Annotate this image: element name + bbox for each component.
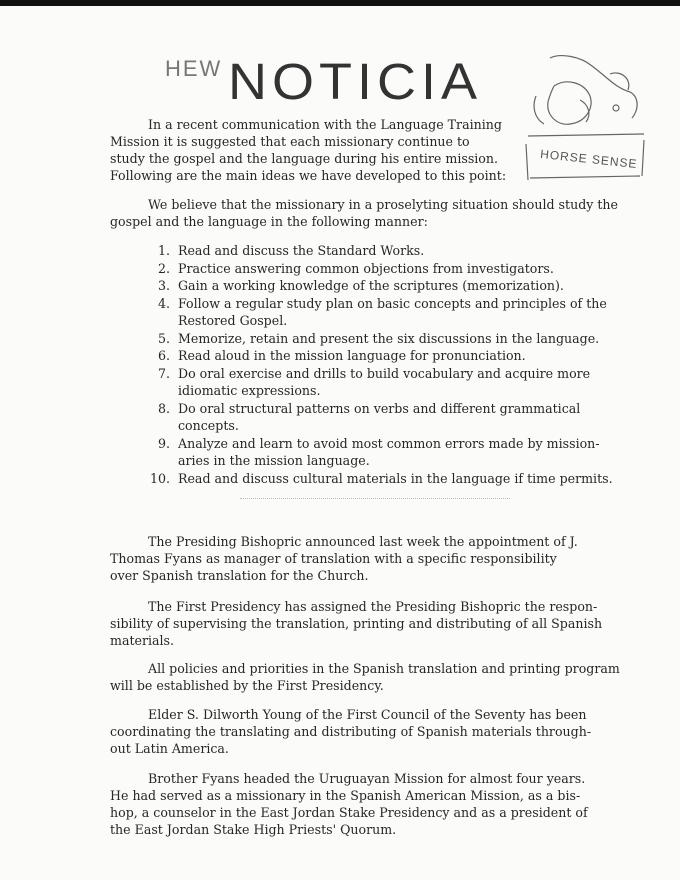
announcement-line: will be established by the First Presidency. — [110, 678, 384, 693]
list-number: 7. — [157, 365, 170, 381]
list-item — [128, 277, 613, 295]
announcement-line: Elder S. Dilworth Young of the First Council of the Seventy has been — [148, 707, 587, 722]
intro-line: study the gospel and the language during his entire mission. — [110, 151, 499, 166]
handwritten-scribble: HEW — [165, 56, 223, 81]
announcement-line: The First Presidency has assigned the Presiding Bishopric the respon- — [148, 599, 598, 614]
announcement-line: materials. — [110, 633, 175, 648]
list-item-continuation — [128, 312, 613, 330]
list-text: Gain a working knowledge of the scriptures (memorization). — [178, 278, 564, 293]
list-text: Read aloud in the mission language for pronunciation. — [178, 348, 526, 363]
list-number: 4. — [157, 295, 170, 311]
announcement-line: the East Jordan Stake High Priests' Quorum. — [110, 822, 397, 837]
list-number: 1. — [157, 243, 170, 258]
list-item — [128, 365, 613, 383]
announcement-line: sibility of supervising the translation, printing and distributing of all Spanish — [110, 616, 603, 631]
list-text: Restored Gospel. — [178, 313, 288, 328]
list-text: Practice answering common objections from investigators. — [178, 260, 554, 276]
list-text: Read and discuss the Standard Works. — [178, 243, 425, 258]
announcement-line: The Presiding Bishopric announced last week the appointment of J. — [148, 534, 578, 549]
list-item-continuation — [128, 382, 613, 400]
list-number: 6. — [157, 348, 170, 363]
list-text: idiomatic expressions. — [178, 383, 321, 398]
list-number: 2. — [157, 260, 170, 276]
stamp-label: HORSE SENSE — [539, 146, 639, 172]
list-item — [128, 330, 613, 348]
announcement-line: Brother Fyans headed the Uruguayan Mission for almost four years. — [148, 771, 586, 786]
intro-line: Following are the main ideas we have developed to this point: — [110, 168, 507, 183]
list-text: Do oral structural patterns on verbs and different grammatical — [178, 400, 581, 416]
list-number: 10. — [149, 470, 170, 486]
page-title: NOTICIA — [228, 53, 483, 111]
list-text: Memorize, retain and present the six discussions in the language. — [178, 330, 600, 346]
list-item — [128, 242, 613, 260]
list-text: concepts. — [178, 418, 239, 433]
list-number: 3. — [157, 278, 170, 293]
announcement-line: out Latin America. — [110, 741, 229, 756]
list-number: 8. — [157, 400, 170, 416]
announcement-line: over Spanish translation for the Church. — [110, 568, 369, 583]
belief-line: gospel and the language in the following manner: — [110, 214, 428, 229]
list-item-continuation — [128, 452, 613, 470]
list-text: Read and discuss cultural materials in the language if time permits. — [178, 470, 613, 486]
section-divider — [240, 498, 510, 499]
belief-line: We believe that the missionary in a proselyting situation should study the — [148, 197, 618, 212]
announcement-line: coordinating the translating and distributing of Spanish materials through- — [110, 724, 592, 739]
list-item — [128, 347, 613, 365]
list-text: Follow a regular study plan on basic concepts and principles of the — [178, 295, 607, 311]
list-item — [128, 435, 613, 453]
announcement-line: hop, a counselor in the East Jordan Stake Presidency and as a president of — [110, 805, 588, 820]
announcement-line: All policies and priorities in the Spanish translation and printing program — [148, 661, 620, 676]
list-item — [128, 260, 613, 278]
list-item — [128, 400, 613, 418]
list-item — [128, 295, 613, 313]
top-border — [0, 0, 680, 6]
announcement-line: Thomas Fyans as manager of translation with a specific responsibility — [110, 551, 557, 566]
announcement-line: He had served as a missionary in the Spanish American Mission, as a bis- — [110, 788, 581, 803]
intro-line: Mission it is suggested that each missionary continue to — [110, 134, 470, 149]
study-method-list — [128, 242, 613, 487]
list-item-continuation — [128, 417, 613, 435]
list-number: 9. — [157, 435, 170, 451]
list-text: Analyze and learn to avoid most common errors made by mission- — [178, 435, 600, 451]
intro-line: In a recent communication with the Language Training — [148, 117, 502, 132]
list-item — [128, 470, 613, 488]
list-number: 5. — [157, 330, 170, 346]
list-text: aries in the mission language. — [178, 453, 370, 468]
list-text: Do oral exercise and drills to build vocabulary and acquire more — [178, 365, 591, 381]
